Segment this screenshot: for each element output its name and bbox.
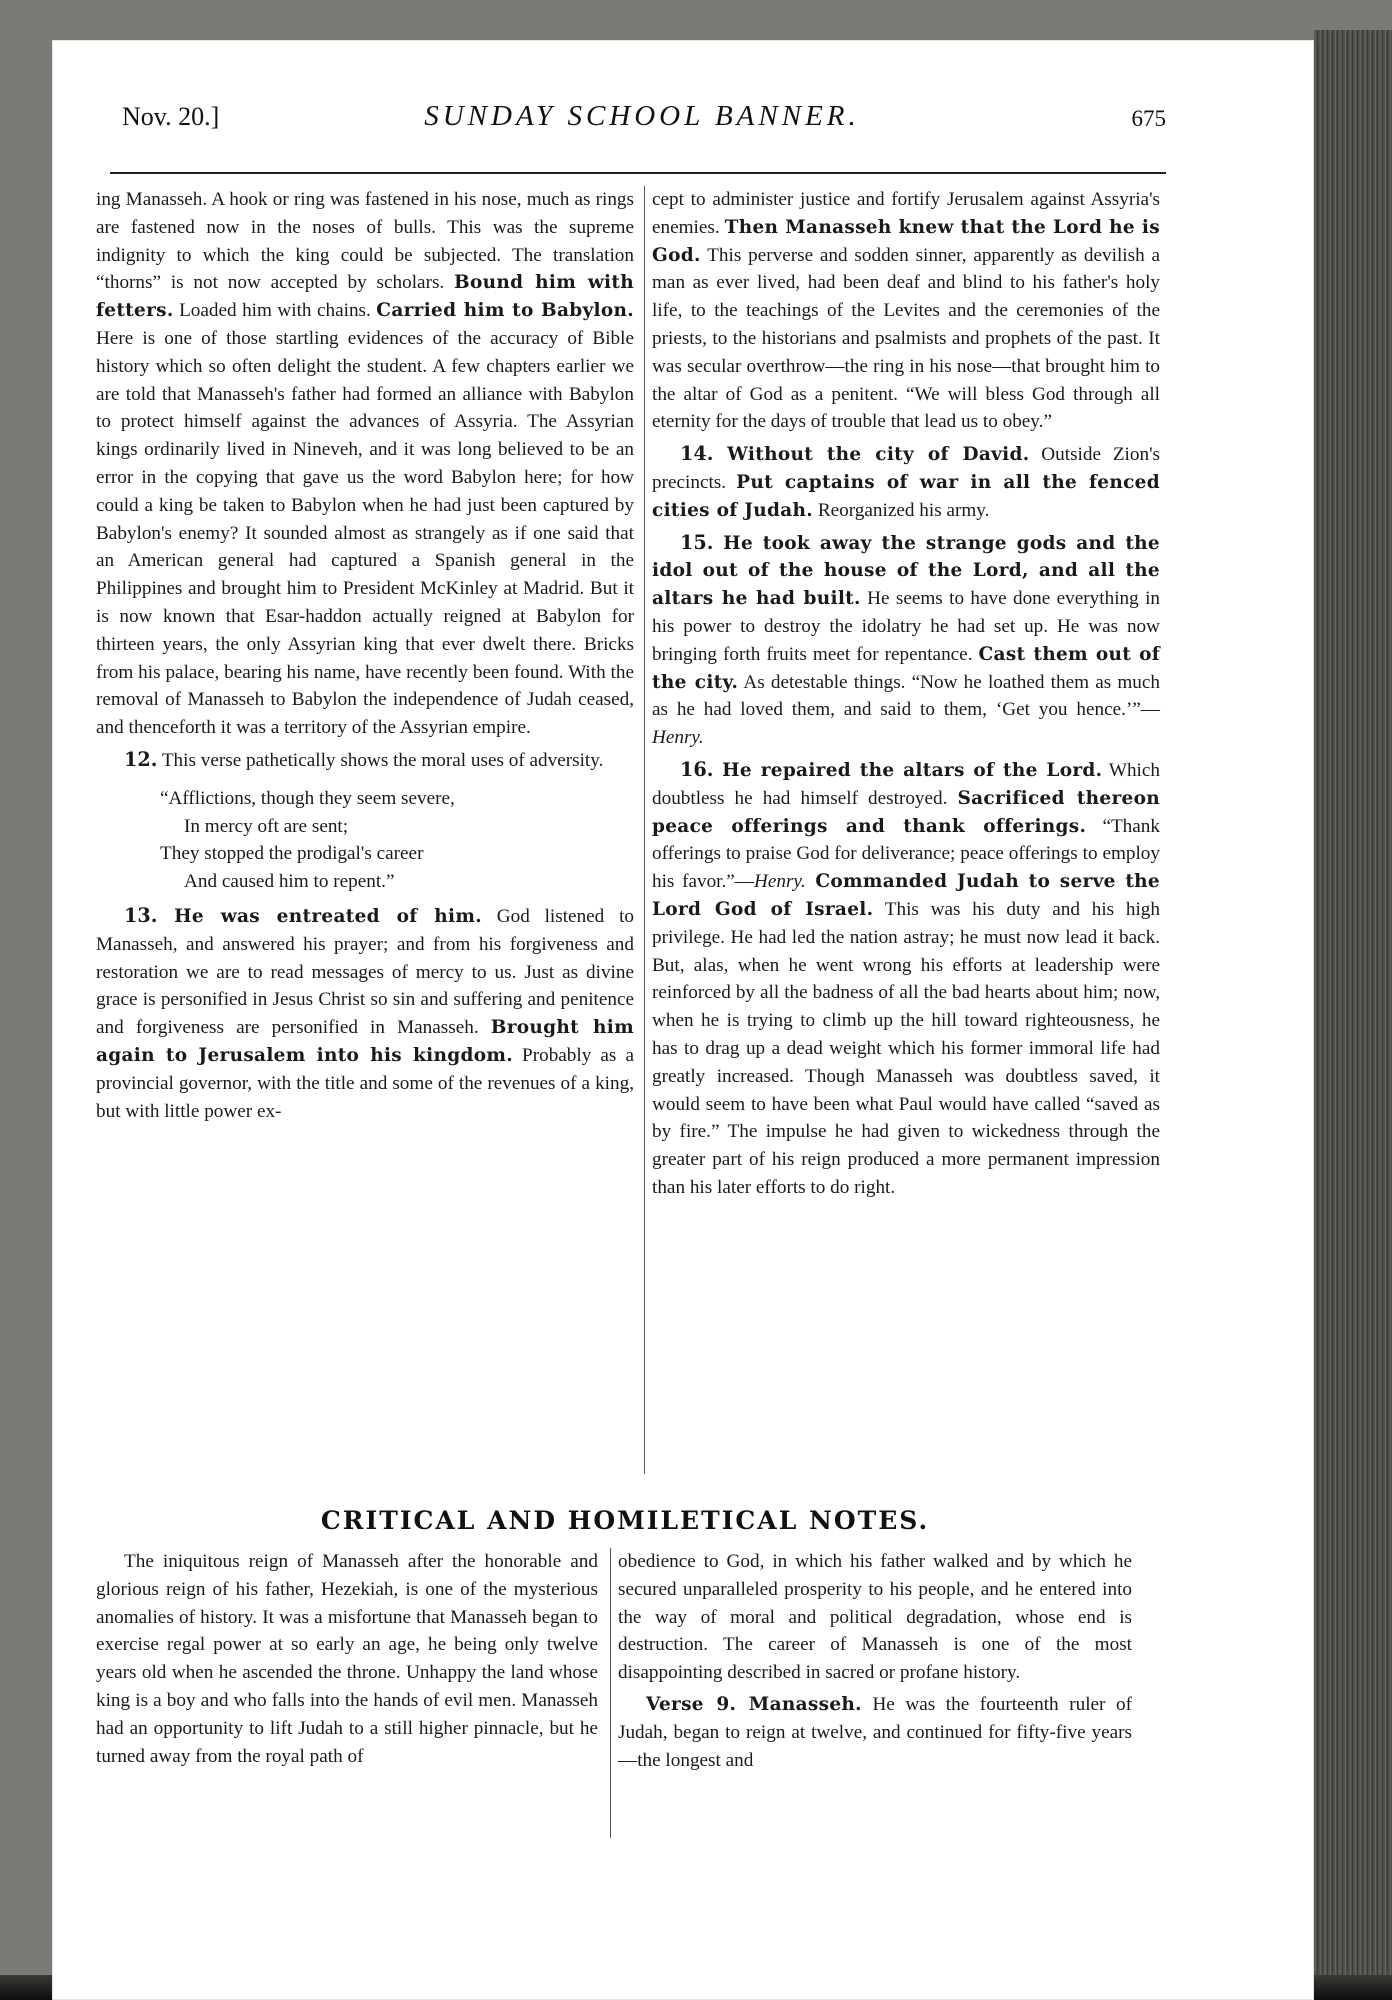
poem-line: In mercy oft are sent; [184, 815, 349, 837]
paragraph-verse-12: 12. This verse pathetically shows the moral uses of adversity. [124, 747, 604, 771]
citation: Henry. [652, 727, 704, 749]
poem-line: And caused him to repent.” [184, 871, 395, 893]
paragraph-notes-intro: The iniquitous reign of Manasseh after the honorable and glorious reign of his father, Hezekiah, is one of the mysterious anomalies of history. It was a misfortune that Manasseh began to exercise regal power at so early an age, he being only twelve years old when he ascended the throne. Unhappy the land whose king is a boy and who falls into the hands of evil men. Manasseh had an opportunity to lift Judah to a still higher pinnacle, but he turned away from the royal path of [96, 1551, 598, 1767]
running-header [122, 100, 1166, 140]
lower-right-column [618, 1548, 1132, 1774]
verse-number: 13. [124, 903, 158, 927]
bold-phrase: Carried him to Babylon. [376, 300, 635, 322]
verse-number: 12. [124, 747, 158, 771]
verse-quotation [160, 785, 634, 896]
bold-phrase: Without the city of David. [713, 444, 1030, 466]
header-rule [110, 172, 1166, 174]
bold-phrase: He was entreated of him. [157, 905, 482, 927]
column-divider [610, 1548, 611, 1838]
bold-phrase: Sacrificed thereon peace offerings and thank offerings. [652, 787, 1160, 837]
verse-number: 16. [680, 757, 714, 781]
bold-phrase: Brought him again to Jerusalem into his kingdom. [96, 1017, 634, 1066]
verse-number: 14. [680, 442, 714, 466]
paragraph-v13-continued: cept to administer justice and fortify Jerusalem against Assyria's enemies. Then Manasseh knew that the Lord he is God. This perverse and sodden sinner, apparently as devilish a man as ever lived, had been deaf and blind to his father's holy life, to the teachings of the Levites and the ceremonies of the priests, to the historians and psalmists and prophets of the past. It was secular overthrow—the ring in his nose—that brought him to the altar of God as a penitent. “We will bless God through all eternity for the days of trouble that lead us to obey.” [652, 189, 1160, 433]
lower-left-column [96, 1548, 598, 1770]
paragraph-verse-14: 14. Without the city of David. Outside Zion's precincts. Put captains of war in all the fenced cities of Judah. Reorganized his army. [652, 442, 1160, 521]
verse-number: 15. [680, 530, 714, 554]
bold-phrase: Then Manasseh knew that the Lord he is God. [652, 216, 1160, 266]
bold-phrase: Cast them out of the city. [652, 643, 1160, 693]
paragraph-notes-continued: obedience to God, in which his father walked and by which he secured unparalleled prosperity to his people, and he entered into the way of moral and political degradation, whose end is destruction. The career of Manasseh is one of the most disappointing described in sacred or profane history. [618, 1551, 1132, 1684]
book-page-edges [1314, 30, 1392, 2000]
section-heading: CRITICAL AND HOMILETICAL NOTES. [320, 1506, 930, 1535]
bold-phrase: He repaired the altars of the Lord. [713, 759, 1103, 781]
bold-phrase: He took away the strange gods and the idol out of the house of the Lord, and all the altars he had built. [652, 532, 1160, 610]
paragraph-verse-13: 13. He was entreated of him. God listened to Manasseh, and answered his prayer; and from his forgiveness and restoration we are to read messages of mercy to us. Just as divine grace is personified in Jesus Christ so sin and suffering and penitence and forgiveness are personified in Manasseh. Brought him again to Jerusalem into his kingdom. Probably as a provincial governor, with the title and some of the revenues of a king, but with little power ex- [96, 903, 634, 1122]
column-divider [644, 186, 645, 1474]
poem-line: They stopped the prodigal's career [160, 843, 424, 865]
paragraph-verse-9-note: Verse 9. Manasseh. He was the fourteenth ruler of Judah, began to reign at twelve, and continued for fifty-five years—the longest and [618, 1693, 1132, 1771]
paragraph-verse-15: 15. He took away the strange gods and the idol out of the house of the Lord, and all the altars he had built. He seems to have done everything in his power to destroy the idolatry he had set up. He was now bringing forth fruits meet for repentance. Cast them out of the city. As detestable things. “Now he loathed them as much as he had loved them, and said to them, ‘Get you hence.’”—Henry. [652, 530, 1161, 749]
upper-left-column [96, 186, 634, 1125]
paragraph-v11-continued: ing Manasseh. A hook or ring was fastened in his nose, much as rings are fastened now in the noses of bulls. This was the supreme indignity to which the king could be subjected. The translation “thorns” is not now accepted by scholars. Bound him with fetters. Loaded him with chains. Carried him to Babylon. Here is one of those startling evidences of the accuracy of Bible history which so often delight the student. A few chapters earlier we are told that Manasseh's father had formed an alliance with Babylon to protect himself against the advances of Assyria. The Assyrian kings ordinarily lived in Nineveh, and it was long believed to be an error in the copying that gave us the word Babylon here; for how could a king be taken to Babylon when he had just been captured by Babylon's enemy? It sounded almost as strangely as if one said that an American general had captured a Spanish general in the Philippines and brought him to President McKinley at Madrid. But it is now known that Esar-haddon actually reigned at Babylon for thirteen years, the only Assyrian king that ever dwelt there. Bricks from his palace, bearing his name, have recently been found. With the removal of Manasseh to Babylon the independence of Judah ceased, and thenceforth it was a territory of the Assyrian empire. [96, 189, 635, 739]
bold-phrase: Put captains of war in all the fenced cities of Judah. [652, 471, 1160, 521]
bold-phrase: Bound him with fetters. [96, 272, 634, 322]
header-date: Nov. 20.] [122, 102, 220, 131]
page-number: 675 [1131, 106, 1166, 131]
upper-right-column [652, 186, 1160, 1202]
bold-phrase: Commanded Judah to serve the Lord God of Israel. [652, 871, 1160, 920]
citation: Henry. [754, 871, 806, 893]
bold-phrase: Verse 9. Manasseh. [646, 1693, 862, 1715]
paragraph-verse-16: 16. He repaired the altars of the Lord. Which doubtless he had himself destroyed. Sacrificed thereon peace offerings and thank offerings. “Thank offerings to praise God for deliverance; peace offerings to employ his favor.”—Henry. Commanded Judah to serve the Lord God of Israel. This was his duty and his high privilege. He had led the nation astray; he must now lead it back. But, alas, when he went wrong his efforts at leadership were reinforced by all the badness of all the bad hearts about him; now, when he is trying to climb up the hill toward righteousness, he has to drag up a dead weight which his former immoral life had greatly increased. Though Manasseh was doubtless saved, it would seem to have been what Paul would have called “saved as by fire.” The impulse he had given to wickedness through the greater part of his reign produced a more permanent impression than his later efforts to do right. [652, 757, 1160, 1198]
header-masthead: SUNDAY SCHOOL BANNER. [424, 100, 860, 132]
poem-line: “Afflictions, though they seem severe, [160, 787, 455, 809]
